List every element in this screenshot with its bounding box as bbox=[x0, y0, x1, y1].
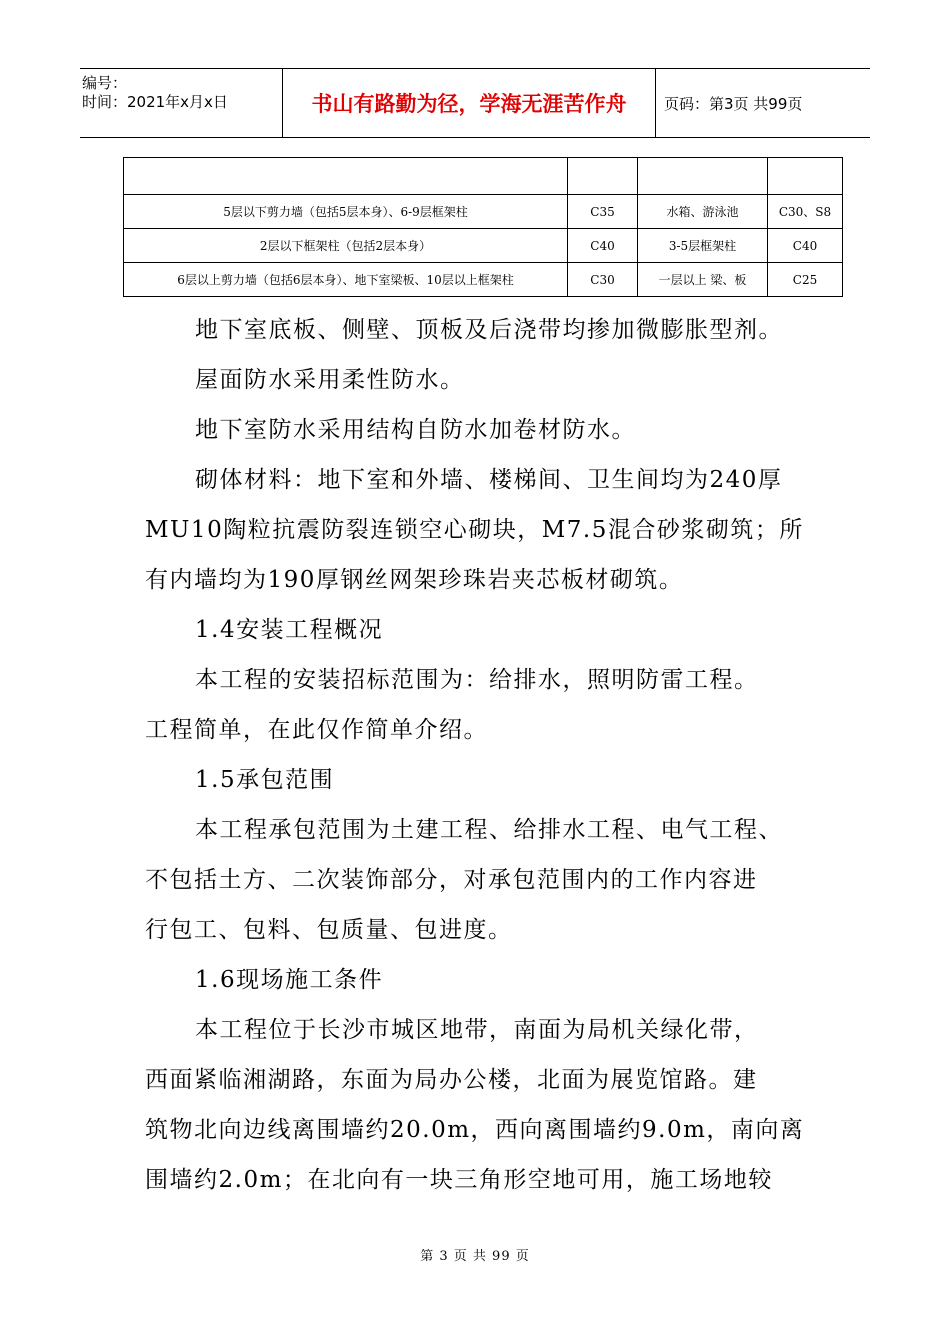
table-cell: 2层以下框架柱（包括2层本身） bbox=[124, 229, 568, 263]
text-line: 地下室底板、侧壁、顶板及后浇带均掺加微膨胀型剂。 bbox=[195, 317, 783, 343]
table-cell: 6层以上剪力墙（包括6层本身）、地下室梁板、10层以上框架柱 bbox=[124, 263, 568, 297]
text-line: 本工程承包范围为土建工程、给排水工程、电气工程、 bbox=[195, 817, 783, 843]
table-cell: C40 bbox=[568, 229, 638, 263]
text-line: 不包括土方、二次装饰部分，对承包范围内的工作内容进 bbox=[145, 867, 758, 893]
table-cell bbox=[638, 158, 768, 195]
section-heading: 1.6现场施工条件 bbox=[195, 967, 384, 993]
header-page-info: 页码：第3页 共99页 bbox=[664, 94, 803, 113]
table-row bbox=[124, 263, 843, 297]
table-cell: 水箱、游泳池 bbox=[638, 195, 768, 229]
text-line: 本工程的安装招标范围为：给排水，照明防雷工程。 bbox=[195, 667, 759, 693]
table-cell: 一层以上 梁、板 bbox=[638, 263, 768, 297]
header-meta bbox=[80, 69, 282, 137]
table-cell: C35 bbox=[568, 195, 638, 229]
text-line: 西面紧临湘湖路，东面为局办公楼，北面为展览馆路。建 bbox=[145, 1067, 758, 1093]
text-line: 工程简单，在此仅作简单介绍。 bbox=[145, 717, 488, 743]
table-cell: C40 bbox=[768, 229, 843, 263]
table-row bbox=[124, 195, 843, 229]
text-line: 围墙约2.0m；在北向有一块三角形空地可用，施工场地较 bbox=[145, 1167, 773, 1193]
text-line: MU10陶粒抗震防裂连锁空心砌块，M7.5混合砂浆砌筑；所 bbox=[145, 517, 804, 543]
concrete-grade-table bbox=[123, 157, 843, 297]
text-line: 屋面防水采用柔性防水。 bbox=[195, 367, 465, 393]
table-cell bbox=[768, 158, 843, 195]
text-line: 行包工、包料、包质量、包进度。 bbox=[145, 917, 513, 943]
table-cell: 5层以下剪力墙（包括5层本身）、6-9层框架柱 bbox=[124, 195, 568, 229]
document-date: 时间：2021年x月x日 bbox=[82, 93, 228, 111]
table-cell: 3-5层框架柱 bbox=[638, 229, 768, 263]
section-heading: 1.5承包范围 bbox=[195, 767, 335, 793]
text-line: 有内墙均为190厚钢丝网架珍珠岩夹芯板材砌筑。 bbox=[145, 567, 684, 593]
text-line: 地下室防水采用结构自防水加卷材防水。 bbox=[195, 417, 636, 443]
document-number-label: 编号： bbox=[82, 74, 128, 92]
text-line: 筑物北向边线离围墙约20.0m，西向离围墙约9.0m，南向离 bbox=[145, 1117, 805, 1143]
table-cell bbox=[568, 158, 638, 195]
table-row bbox=[124, 158, 843, 195]
table-cell: C30 bbox=[568, 263, 638, 297]
text-line: 砌体材料：地下室和外墙、楼梯间、卫生间均为240厚 bbox=[195, 467, 783, 493]
page-footer: 第 3 页 共 99 页 bbox=[420, 1249, 530, 1264]
section-heading: 1.4安装工程概况 bbox=[195, 617, 384, 643]
text-line: 本工程位于长沙市城区地带，南面为局机关绿化带， bbox=[195, 1017, 759, 1043]
table-row bbox=[124, 229, 843, 263]
table-cell bbox=[124, 158, 568, 195]
header-motto: 书山有路勤为径，学海无涯苦作舟 bbox=[282, 69, 656, 137]
body-text bbox=[145, 305, 835, 1205]
page-header bbox=[80, 68, 870, 138]
table-cell: C25 bbox=[768, 263, 843, 297]
table-cell: C30、S8 bbox=[768, 195, 843, 229]
